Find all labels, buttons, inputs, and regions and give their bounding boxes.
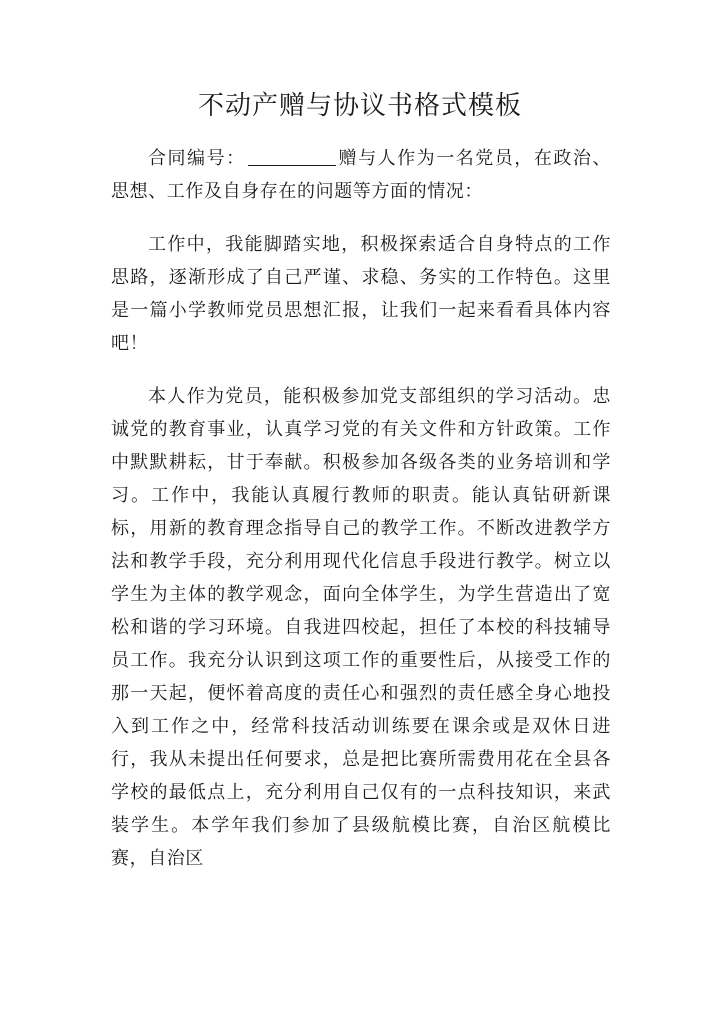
document-body [111,142,611,895]
contract-number-label: 合同编号： [148,148,246,169]
paragraph-contract-number [111,142,611,208]
document-title: 不动产赠与协议书格式模板 [197,91,522,121]
paragraph-3: 本人作为党员，能积极参加党支部组织的学习活动。忠诚党的教育事业，认真学习党的有关文件和方针政策。工作中默默耕耘，甘于奉献。积极参加各级各类的业务培训和学习。工作中，我能认真履行教师的职责。能认真钻研新课标，用新的教育理念指导自己的教学工作。不断改进教学方法和教学手段，充分利用现代化信息手段进行教学。树立以学生为主体的教学观念，面向全体学生，为学生营造出了宽松和谐的学习环境。自我进四校起，担任了本校的科技辅导员工作。我充分认识到这项工作的重要性后，从接受工作的那一天起，便怀着高度的责任心和强烈的责任感全身心地投入到工作之中，经常科技活动训练要在课余或是双休日进行，我从未提出任何要求，总是把比赛所需费用花在全县各学校的最低点上，充分利用自己仅有的一点科技知识，来武装学生。本学年我们参加了县级航模比赛，自治区航模比赛，自治区 [111,386,611,869]
paragraph-2: 工作中，我能脚踏实地，积极探索适合自身特点的工作思路，逐渐形成了自己严谨、求稳、务实的工作特色。这里是一篇小学教师党员思想汇报，让我们一起来看看具体内容吧！ [111,234,611,354]
paragraph-1-text: 赠与人作为一名党员，在政治、思想、工作及自身存在的问题等方面的情况： [111,148,612,202]
contract-number-blank [248,147,336,166]
